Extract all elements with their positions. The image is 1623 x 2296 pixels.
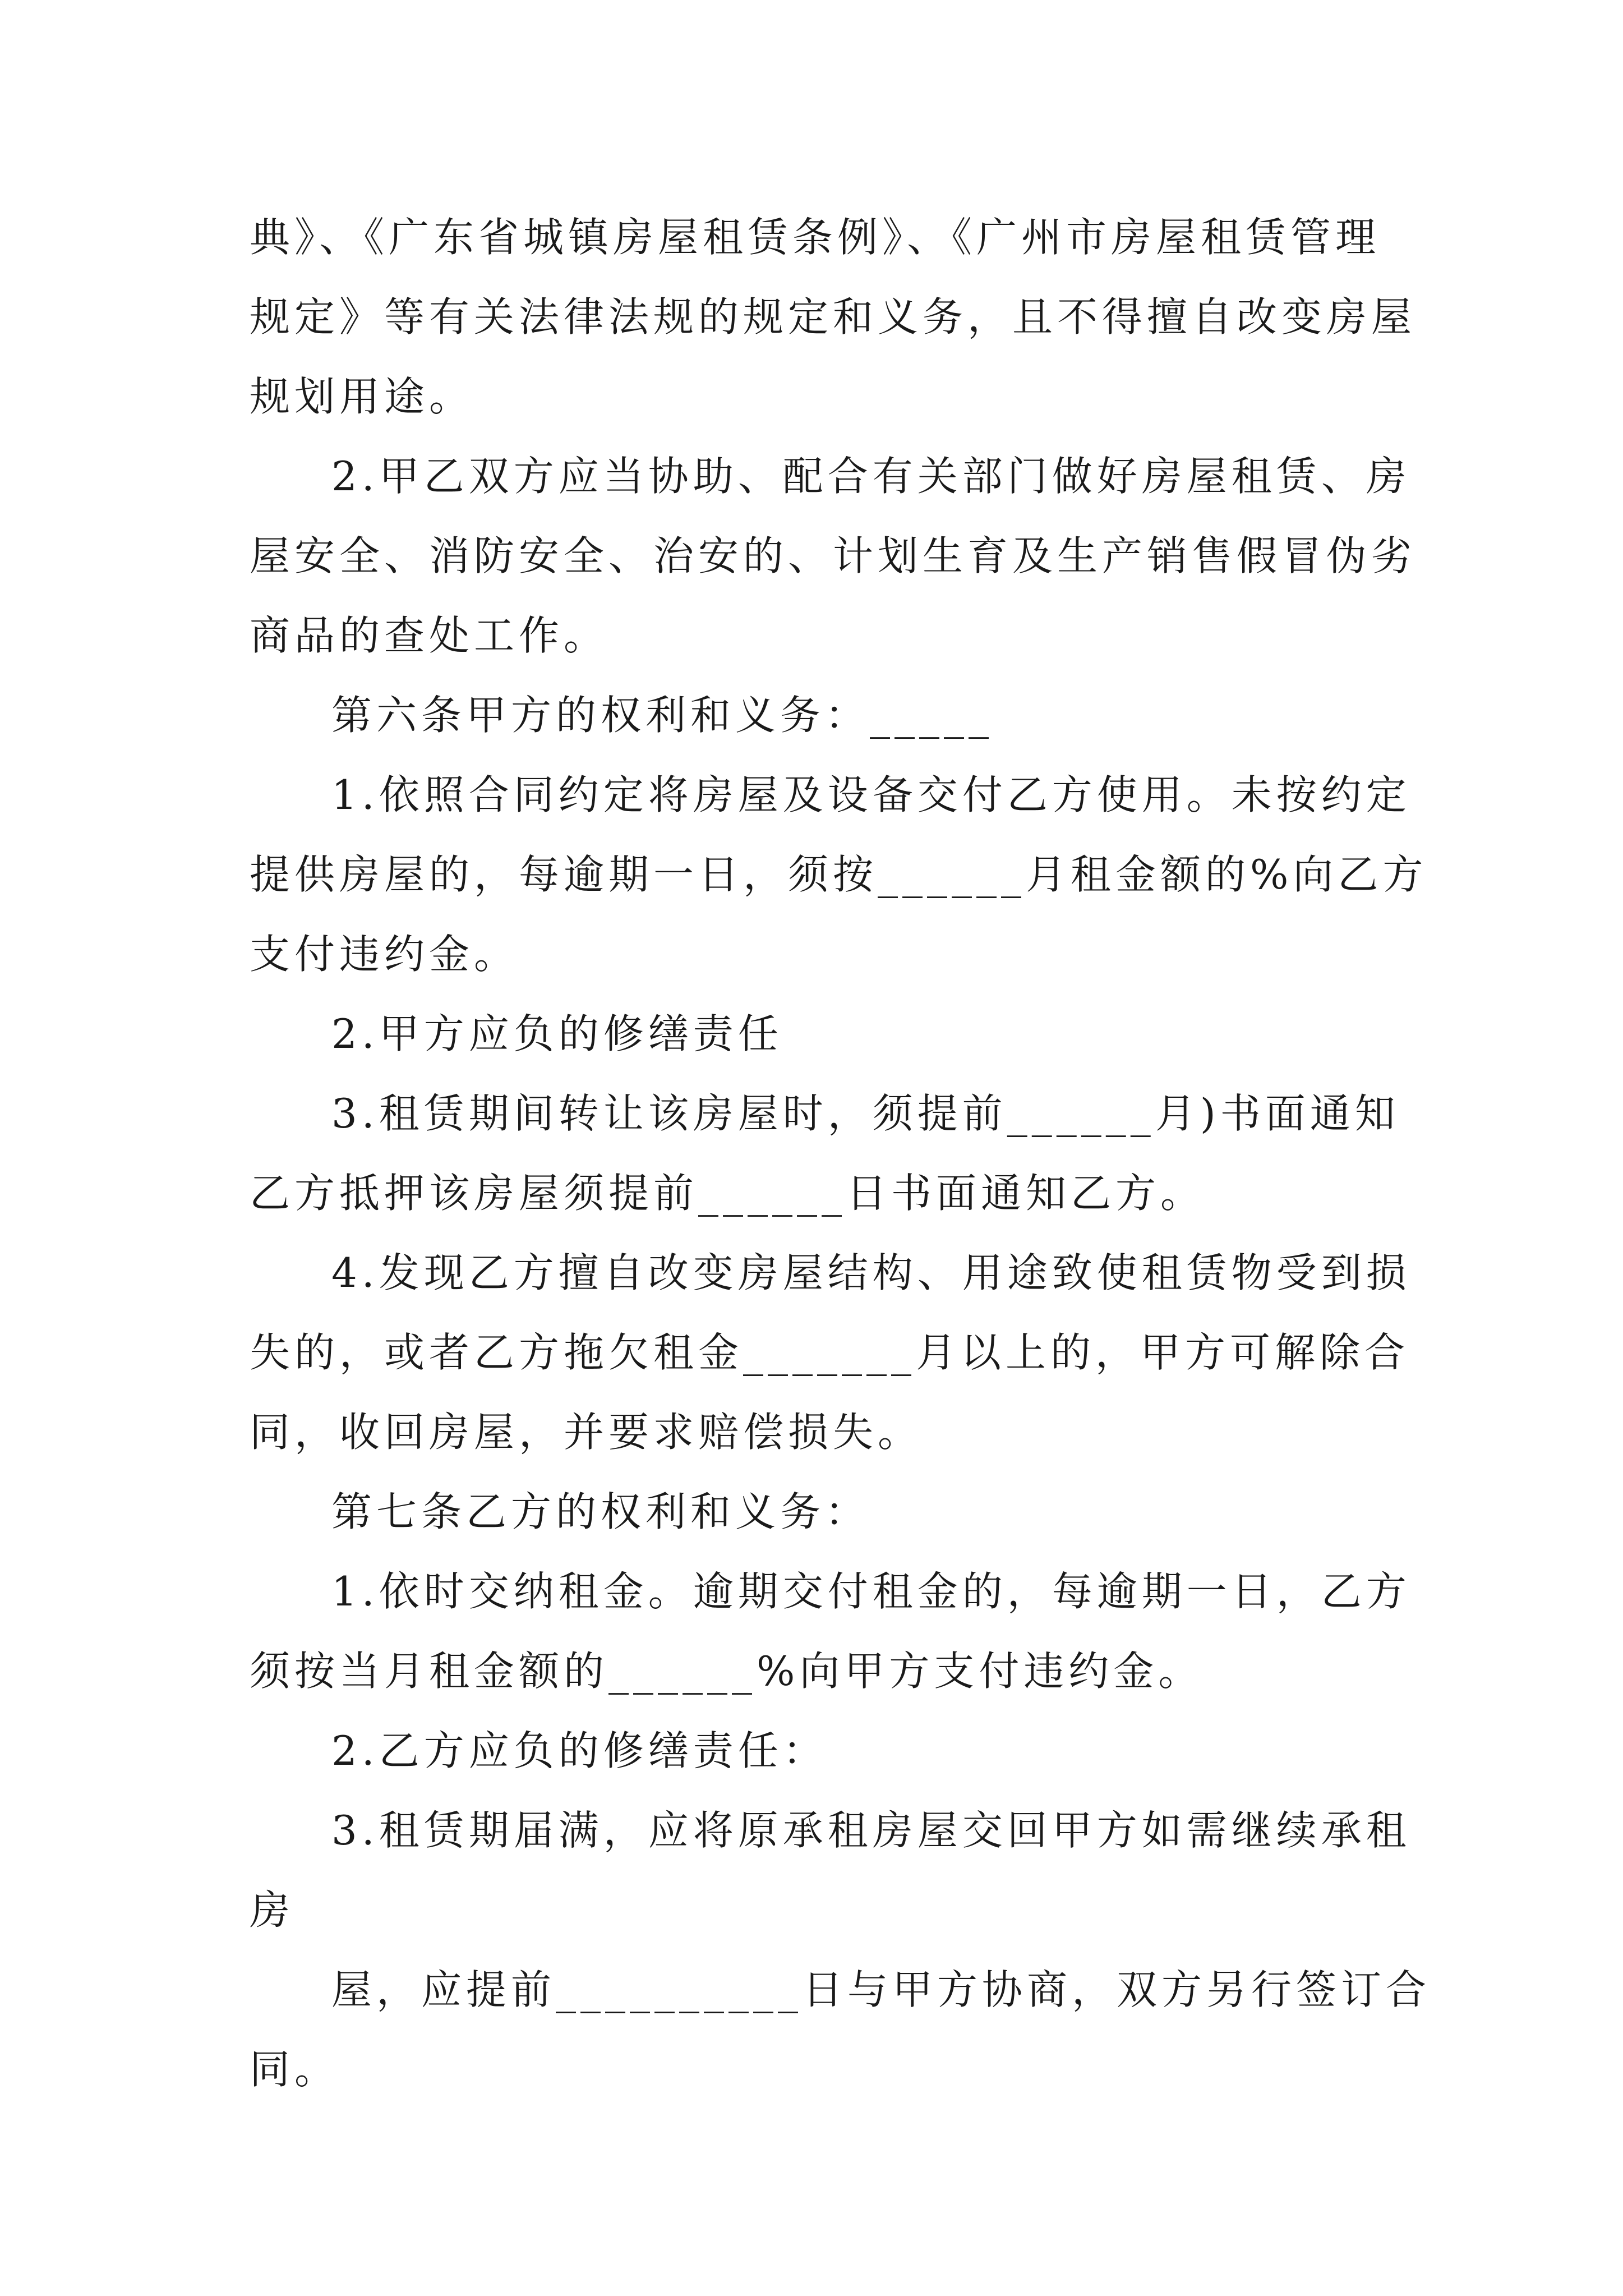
- text-line: 3.租赁期间转让该房屋时，须提前______月)书面通知: [331, 1090, 1400, 1137]
- text-line: 屋，应提前__________日与甲方协商，双方另行签订合: [331, 1966, 1431, 2013]
- text-line: 乙方抵押该房屋须提前______日书面通知乙方。: [250, 1170, 1206, 1217]
- text-line: 须按当月租金额的______%向甲方支付违约金。: [250, 1648, 1204, 1695]
- text-line: 1.依照合同约定将房屋及设备交付乙方使用。未按约定: [331, 771, 1411, 818]
- text-line: 2.甲方应负的修缮责任: [331, 1010, 783, 1057]
- text-line: 屋安全、消防安全、治安的、计划生育及生产销售假冒伪劣: [250, 532, 1417, 579]
- text-line: 提供房屋的，每逾期一日，须按______月租金额的%向乙方: [250, 851, 1428, 898]
- section-heading: 第六条甲方的权利和义务：_____: [331, 692, 994, 739]
- text-line: 4.发现乙方擅自改变房屋结构、用途致使租赁物受到损: [331, 1249, 1411, 1296]
- text-line: 支付违约金。: [250, 931, 519, 978]
- text-line: 规定》等有关法律法规的规定和义务，且不得擅自改变房屋: [250, 293, 1417, 341]
- text-line: 失的，或者乙方拖欠租金_______月以上的，甲方可解除合: [250, 1329, 1410, 1376]
- contract-body: [250, 197, 1431, 2109]
- text-line: 同，收回房屋，并要求赔偿损失。: [250, 1409, 923, 1456]
- text-line: 典》、《广东省城镇房屋租赁条例》、《广州市房屋租赁管理: [250, 214, 1381, 261]
- text-line: 2.甲乙双方应当协助、配合有关部门做好房屋租赁、房: [331, 453, 1411, 500]
- text-line: 规划用途。: [250, 373, 474, 420]
- text-line: 同。: [250, 2046, 340, 2093]
- section-heading: 第七条乙方的权利和义务：: [331, 1488, 870, 1535]
- text-line: 3.租赁期届满，应将原承租房屋交回甲方如需继续承租: [331, 1807, 1411, 1854]
- text-line: 商品的查处工作。: [250, 612, 609, 659]
- text-line: 1.依时交纳租金。逾期交付租金的，每逾期一日，乙方: [331, 1568, 1411, 1615]
- text-line: 房: [250, 1887, 295, 1934]
- text-line: 2.乙方应负的修缮责任：: [331, 1727, 828, 1774]
